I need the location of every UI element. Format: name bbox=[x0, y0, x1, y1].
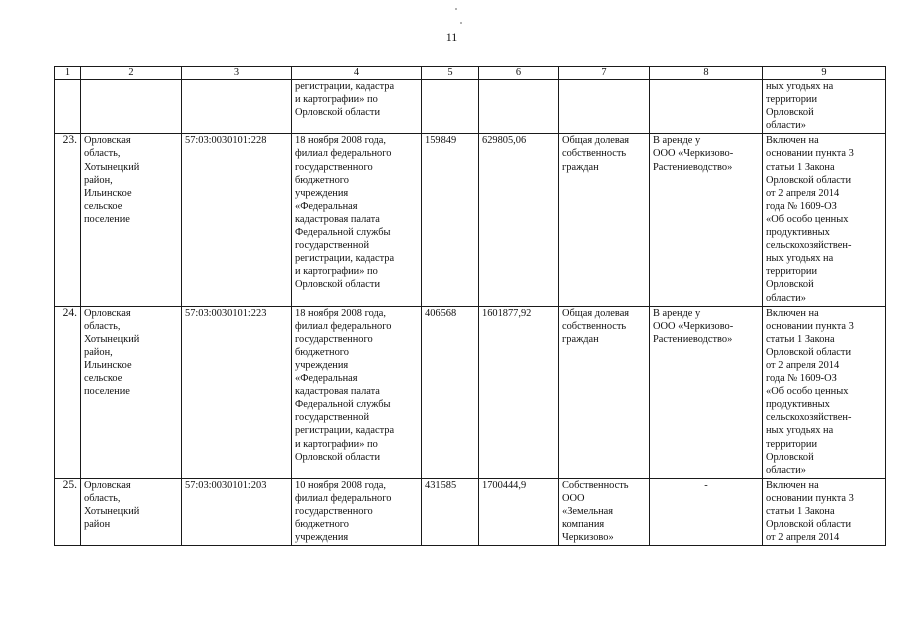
table-cell bbox=[479, 80, 559, 134]
encumbrance-cell: - bbox=[650, 478, 763, 545]
registration-cell: 18 ноября 2008 года, филиал федерального государственного бюджетного учреждения «Федеральная кадастровая палата Федеральной службы государственной регистрации, кадастра и картографии» по Орловской области bbox=[292, 134, 422, 306]
cadastral-number-cell: 57:03:0030101:203 bbox=[182, 478, 292, 545]
column-header: 5 bbox=[422, 67, 479, 80]
table-cell bbox=[182, 80, 292, 134]
table-cell bbox=[650, 80, 763, 134]
basis-cell: Включен на основании пункта 3 статьи 1 Закона Орловской области от 2 апреля 2014 года № 1609-ОЗ «Об особо ценных продуктивных сельскохозяйствен- ных угодьях на территории Орловской области» bbox=[763, 134, 886, 306]
row-number: 25. bbox=[55, 478, 81, 545]
table-cell bbox=[81, 80, 182, 134]
cadastral-value-cell: 1700444,9 bbox=[479, 478, 559, 545]
registration-cell: 18 ноября 2008 года, филиал федерального государственного бюджетного учреждения «Федеральная кадастровая палата Федеральной службы государственной регистрации, кадастра и картографии» по Орловской области bbox=[292, 306, 422, 478]
ownership-cell: Общая долевая собственность граждан bbox=[559, 134, 650, 306]
page-number: 11 bbox=[445, 30, 458, 44]
registration-cell: регистрации, кадастра и картографии» по Орловской области bbox=[292, 80, 422, 134]
encumbrance-cell: В аренде у ООО «Черкизово- Растениеводство» bbox=[650, 134, 763, 306]
scan-speck bbox=[460, 22, 462, 24]
area-cell: 406568 bbox=[422, 306, 479, 478]
table-row bbox=[55, 478, 886, 545]
column-header: 1 bbox=[55, 67, 81, 80]
column-header: 4 bbox=[292, 67, 422, 80]
area-cell: 431585 bbox=[422, 478, 479, 545]
area-cell: 159849 bbox=[422, 134, 479, 306]
registration-cell: 10 ноября 2008 года, филиал федерального государственного бюджетного учреждения bbox=[292, 478, 422, 545]
cadastral-value-cell: 1601877,92 bbox=[479, 306, 559, 478]
table-cell bbox=[422, 80, 479, 134]
continuation-row bbox=[55, 80, 886, 134]
column-header: 2 bbox=[81, 67, 182, 80]
encumbrance-cell: В аренде у ООО «Черкизово- Растениеводство» bbox=[650, 306, 763, 478]
ownership-cell: Собственность ООО «Земельная компания Черкизово» bbox=[559, 478, 650, 545]
row-number: 23. bbox=[55, 134, 81, 306]
table-row bbox=[55, 134, 886, 306]
ownership-cell: Общая долевая собственность граждан bbox=[559, 306, 650, 478]
row-number: 24. bbox=[55, 306, 81, 478]
column-header: 9 bbox=[763, 67, 886, 80]
column-number-header-row bbox=[55, 67, 886, 80]
cadastral-value-cell: 629805,06 bbox=[479, 134, 559, 306]
basis-cell: Включен на основании пункта 3 статьи 1 Закона Орловской области от 2 апреля 2014 bbox=[763, 478, 886, 545]
table-cell bbox=[559, 80, 650, 134]
cadastral-number-cell: 57:03:0030101:228 bbox=[182, 134, 292, 306]
cadastral-number-cell: 57:03:0030101:223 bbox=[182, 306, 292, 478]
column-header: 6 bbox=[479, 67, 559, 80]
column-header: 7 bbox=[559, 67, 650, 80]
location-cell: Орловская область, Хотынецкий район, Ильинское сельское поселение bbox=[81, 134, 182, 306]
location-cell: Орловская область, Хотынецкий район bbox=[81, 478, 182, 545]
column-header: 3 bbox=[182, 67, 292, 80]
land-registry-table bbox=[54, 66, 886, 546]
basis-cell: ных угодьях на территории Орловской области» bbox=[763, 80, 886, 134]
location-cell: Орловская область, Хотынецкий район, Ильинское сельское поселение bbox=[81, 306, 182, 478]
basis-cell: Включен на основании пункта 3 статьи 1 Закона Орловской области от 2 апреля 2014 года № 1609-ОЗ «Об особо ценных продуктивных сельскохозяйствен- ных угодьях на территории Орловской области» bbox=[763, 306, 886, 478]
scan-speck bbox=[455, 8, 457, 10]
column-header: 8 bbox=[650, 67, 763, 80]
table-cell bbox=[55, 80, 81, 134]
table-row bbox=[55, 306, 886, 478]
